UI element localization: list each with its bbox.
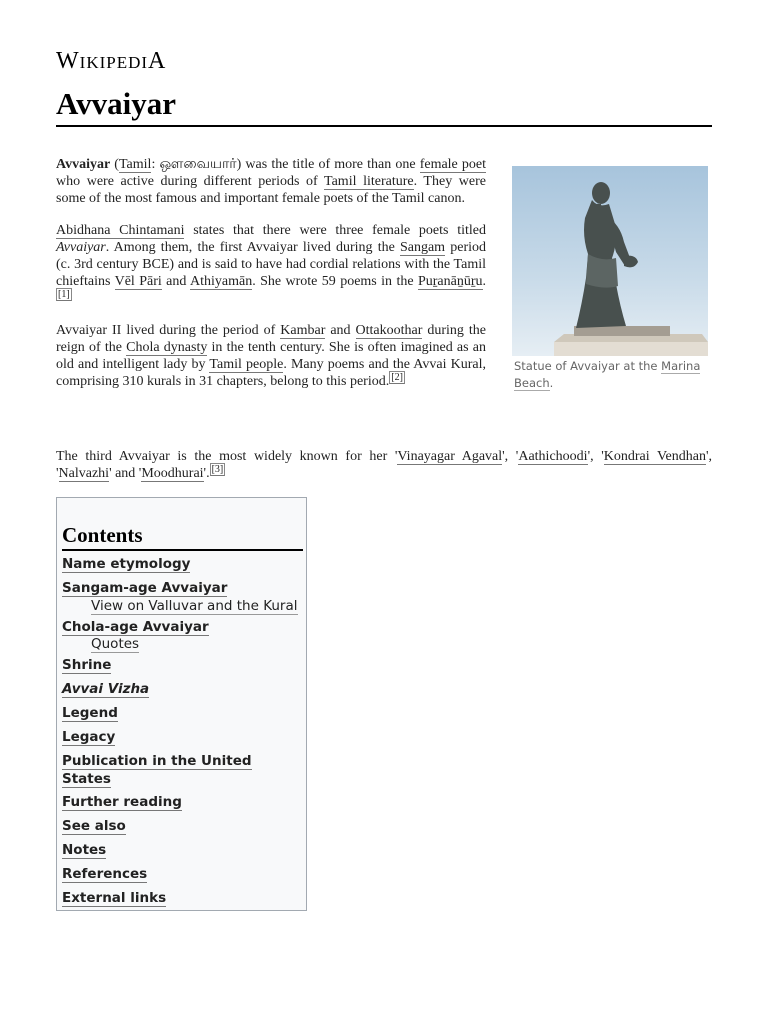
toc-item-legend[interactable]: Legend bbox=[62, 704, 118, 721]
toc-item-shrine[interactable]: Shrine bbox=[62, 657, 112, 674]
toc-list bbox=[62, 555, 301, 907]
page-title: Avvaiyar bbox=[56, 84, 712, 127]
link-purananuru[interactable]: Puṟanāṉūṟu bbox=[417, 274, 483, 290]
toc-item-avvai-vizha[interactable]: Avvai Vizha bbox=[62, 681, 150, 698]
link-vinayagar-agaval[interactable]: Vinayagar Agaval bbox=[397, 449, 503, 464]
link-vel-pari[interactable]: Vēl Pāri bbox=[114, 274, 162, 290]
link-kambar[interactable]: Kambar bbox=[280, 322, 326, 338]
toc-item-chola-age-avvaiyar[interactable]: Chola-age Avvaiyar bbox=[62, 618, 209, 635]
lead-section bbox=[56, 156, 486, 404]
paragraph-second-avvaiyar: Avvaiyar II lived during the period of Kambar and Ottakoothar during the reign of the Chola dynasty in the tenth century. She is often imagined as an old and intelligent lady by Tamil people. Many poems and the Avvai Kural, comprising 310 kurals in 31 chapters, belong to this period. [2] bbox=[56, 322, 487, 390]
table-of-contents bbox=[56, 497, 307, 911]
link-chola-dynasty[interactable]: Chola dynasty bbox=[126, 339, 208, 355]
third-avvaiyar-section bbox=[56, 448, 712, 482]
link-tamil-people[interactable]: Tamil people bbox=[209, 357, 284, 373]
link-moodhurai[interactable]: Moodhurai bbox=[141, 466, 204, 482]
link-kondrai-vendhan[interactable]: Kondrai Vendhan bbox=[603, 449, 706, 464]
toc-item-references[interactable]: References bbox=[62, 865, 148, 882]
link-athiyaman[interactable]: Athiyamān bbox=[190, 274, 253, 290]
reference-1[interactable]: [1] bbox=[58, 289, 70, 301]
reference-3[interactable]: [3] bbox=[211, 464, 224, 476]
toc-item-notes[interactable]: Notes bbox=[62, 841, 107, 858]
link-female-poet[interactable]: female poet bbox=[419, 157, 486, 172]
paragraph-first-avvaiyar: Abidhana Chintamani states that there were three female poets titled Avvaiyar. Among them, the first Avvaiyar lived during the Sangam period (c. 3rd century BCE) and is said to have had cordial relations with the Tamil chieftains Vēl Pāri and Athiyamān. She wrote 59 poems in the Puṟanāṉūṟu.[1] bbox=[56, 222, 487, 301]
statue-of-avvaiyar-image[interactable] bbox=[512, 166, 708, 356]
link-ottakoothar[interactable]: Ottakoothar bbox=[355, 322, 423, 338]
toc-item-view-on-valluvar[interactable]: View on Valluvar and the Kural bbox=[91, 597, 298, 614]
figure-caption: Statue of Avvaiyar at the Marina Beach. bbox=[514, 359, 701, 390]
link-abidhana-chintamani[interactable]: Abidhana Chintamani bbox=[56, 222, 185, 238]
toc-item-legacy[interactable]: Legacy bbox=[62, 728, 116, 745]
reference-2[interactable]: [2] bbox=[391, 372, 403, 384]
wikipedia-wordmark[interactable]: WIKIPEDIA bbox=[56, 48, 167, 74]
toc-item-further-reading[interactable]: Further reading bbox=[62, 794, 182, 811]
statue-figure bbox=[512, 166, 708, 392]
native-name: ஔவையார் bbox=[159, 157, 237, 172]
subject-name: Avvaiyar bbox=[56, 157, 111, 172]
toc-item-quotes[interactable]: Quotes bbox=[91, 636, 140, 653]
link-tamil-language[interactable]: Tamil bbox=[118, 157, 152, 172]
link-aathichoodi[interactable]: Aathichoodi bbox=[518, 449, 588, 464]
toc-title: Contents bbox=[62, 522, 303, 551]
toc-item-sangam-age-avvaiyar[interactable]: Sangam-age Avvaiyar bbox=[62, 579, 228, 596]
toc-item-name-etymology[interactable]: Name etymology bbox=[62, 556, 191, 572]
link-sangam[interactable]: Sangam bbox=[399, 239, 446, 255]
intro-paragraph: Avvaiyar (Tamil: ஔவையார்) was the title of more than one female poet who were active during different periods of Tamil literature. They were some of the most famous and important female poets of the Tamil canon. bbox=[56, 157, 486, 207]
toc-item-external-links[interactable]: External links bbox=[62, 889, 167, 906]
toc-item-see-also[interactable]: See also bbox=[62, 818, 126, 835]
link-nalvazhi[interactable]: Nalvazhi bbox=[58, 466, 110, 482]
toc-item-publication-us[interactable]: Publication in the United States bbox=[62, 752, 252, 787]
link-tamil-literature[interactable]: Tamil literature bbox=[324, 174, 414, 190]
paragraph-third-avvaiyar: The third Avvaiyar is the most widely known for her 'Vinayagar Agaval', 'Aathichoodi', 'Kondrai Vendhan', 'Nalvazhi' and 'Moodhurai'. [3] bbox=[56, 449, 713, 482]
link-marina-beach[interactable]: Marina Beach bbox=[514, 359, 701, 390]
